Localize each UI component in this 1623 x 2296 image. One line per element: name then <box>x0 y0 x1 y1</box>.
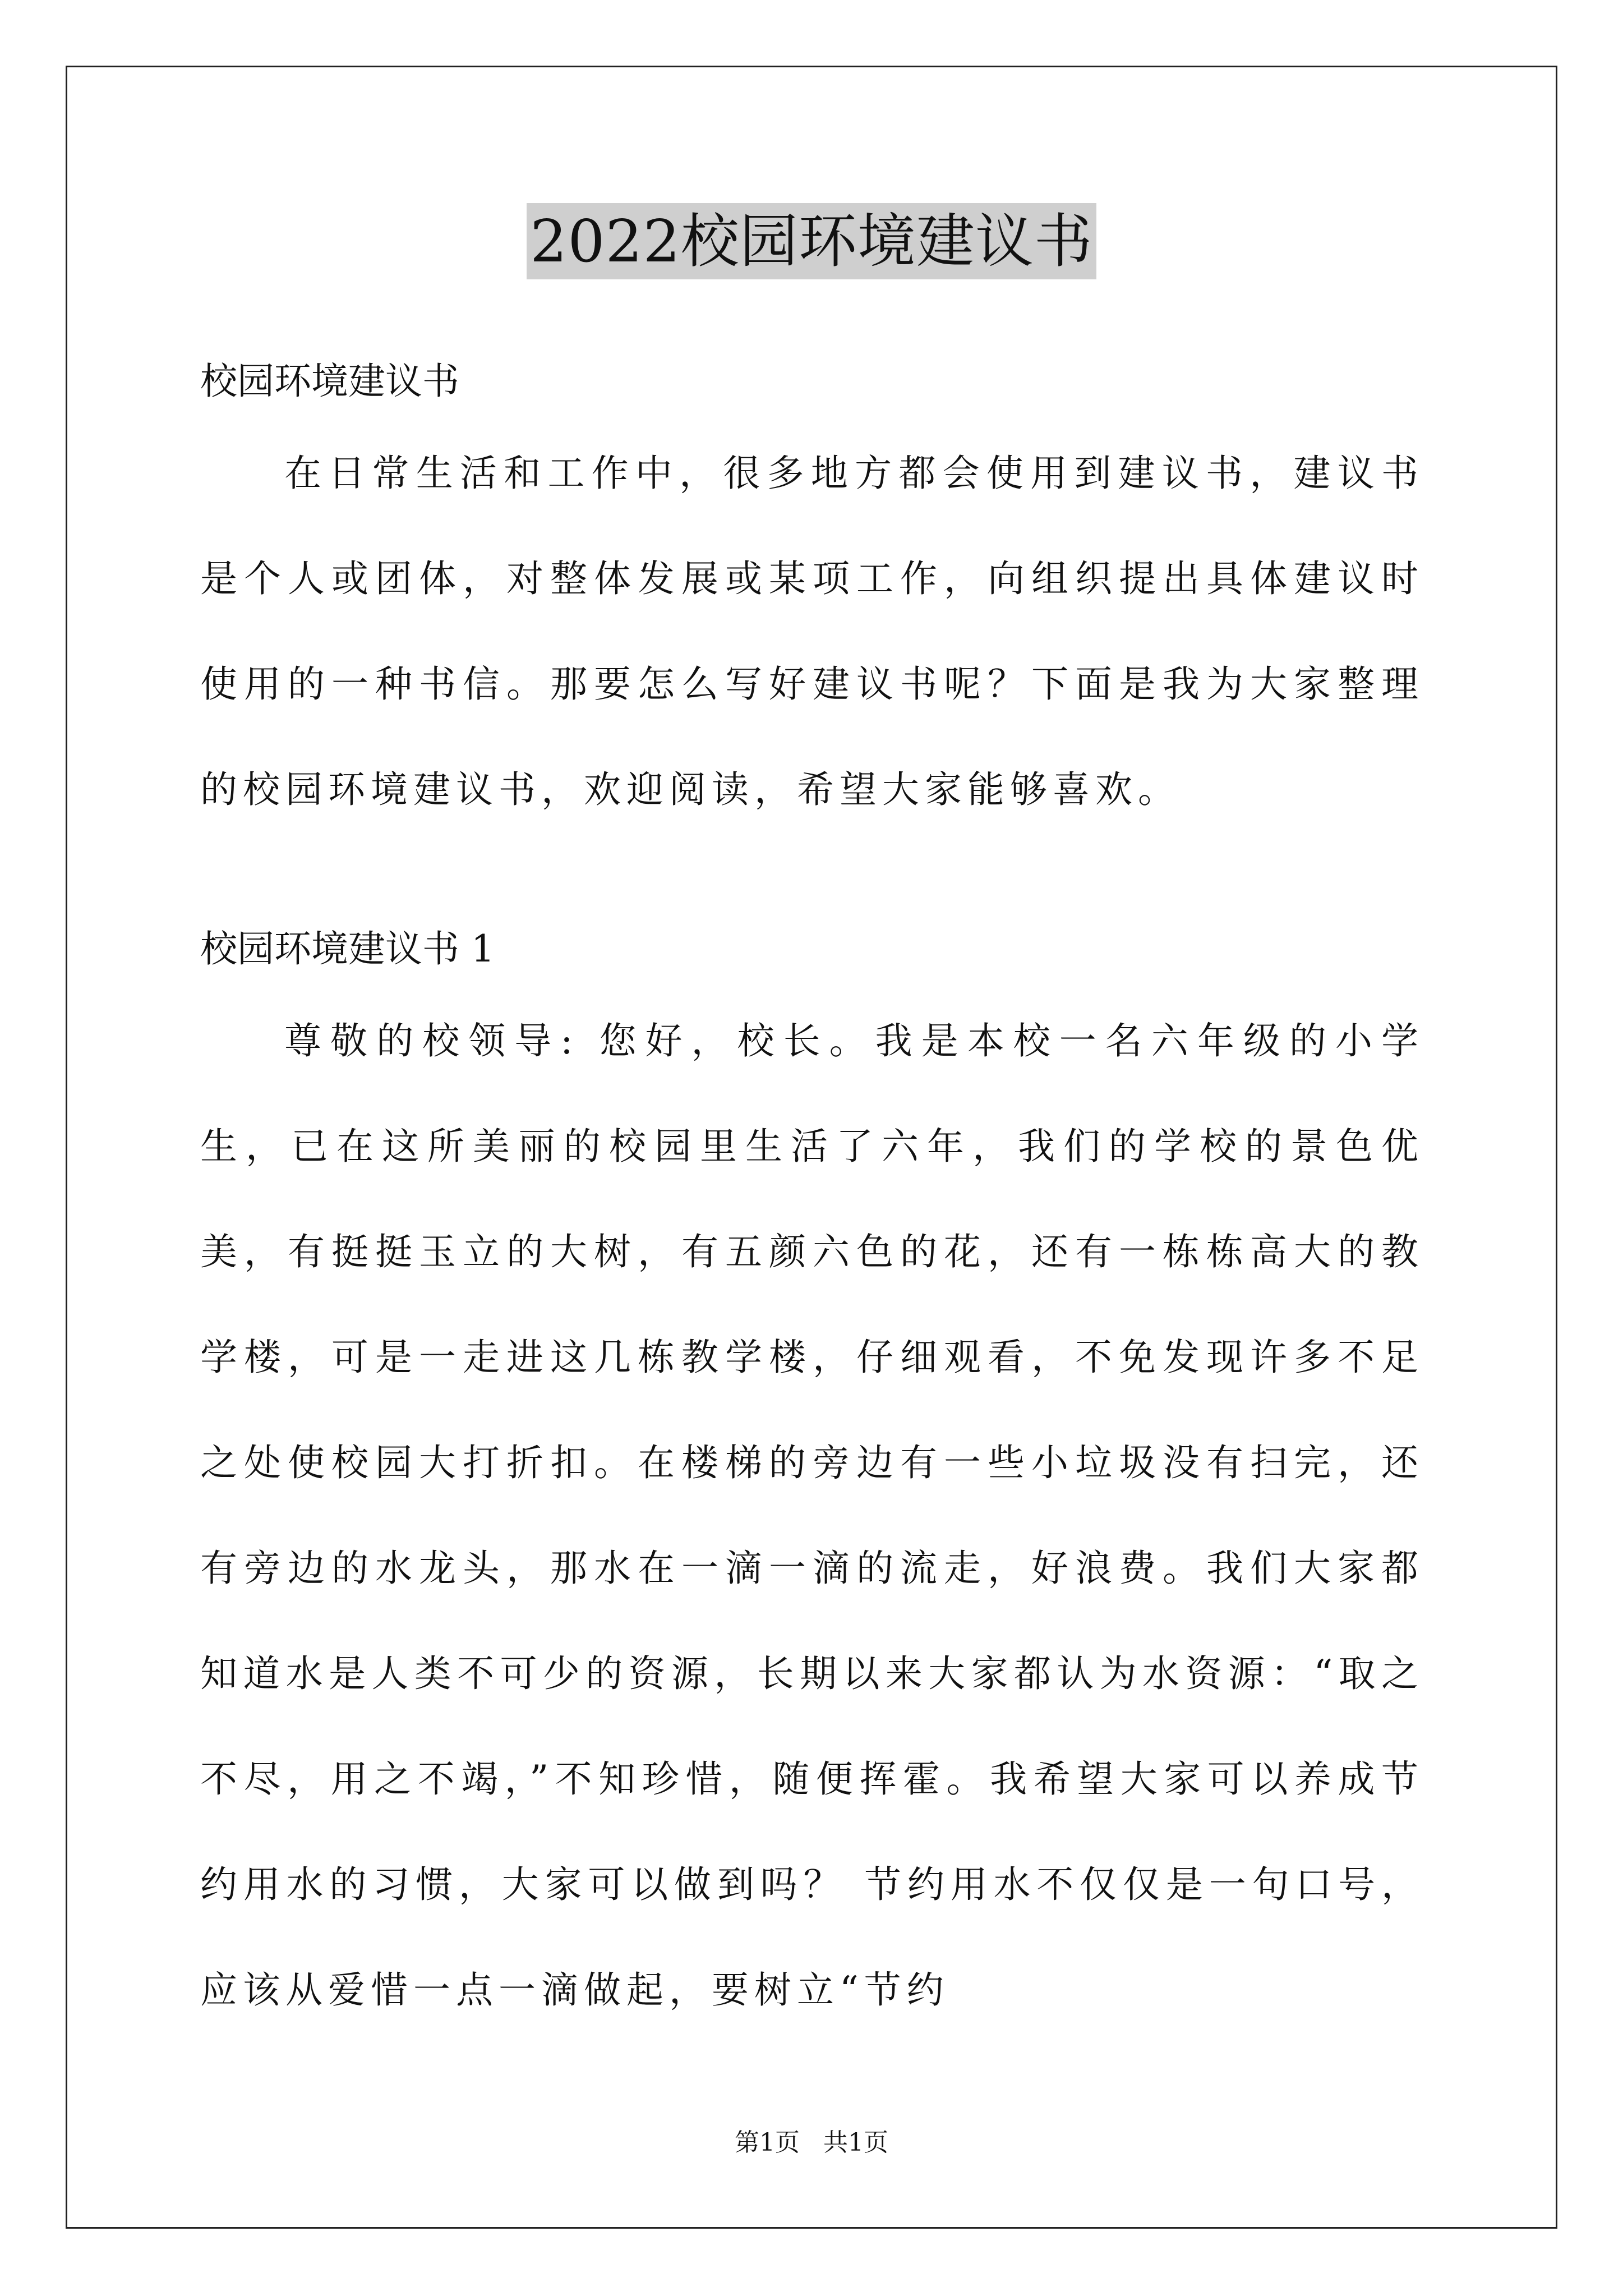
intro-heading: 校园环境建议书 <box>200 360 459 403</box>
intro-paragraph: 在日常生活和工作中，很多地方都会使用到建议书，建议书是个人或团体，对整体发展或某项工作，向组织提出具体建议时使用的一种书信。那要怎么写好建议书呢？下面是我为大家整理的校园环境建议书，欢迎阅读，希望大家能够喜欢。 <box>200 452 1424 811</box>
document-title: 2022校园环境建议书 <box>527 203 1096 279</box>
section-spacer <box>200 843 1424 910</box>
document-body <box>200 342 1424 2043</box>
section1-paragraph: 尊敬的校领导: 您好，校长。我是本校一名六年级的小学生，已在这所美丽的校园里生活了六年，我们的学校的景色优美，有挺挺玉立的大树，有五颜六色的花，还有一栋栋高大的教学楼，可是一走进这几栋教学楼，仔细观看，不免发现许多不足之处使校园大打折扣。在楼梯的旁边有一些小垃圾没有扫完，还有旁边的水龙头，那水在一滴一滴的流走，好浪费。我们大家都知道水是人类不可少的资源，长期以来大家都认为水资源：“取之不尽，用之不竭，”不知珍惜，随便挥霍。我希望大家可以养成节约用水的习惯，大家可以做到吗？ 节约用水不仅仅是一句口号，应该从爱惜一点一滴做起，要树立“节约 <box>200 1019 1424 2012</box>
page-footer: 第1页 共1页 <box>735 2128 888 2157</box>
section1-heading: 校园环境建议书 1 <box>200 927 495 970</box>
title-container <box>0 203 1623 279</box>
